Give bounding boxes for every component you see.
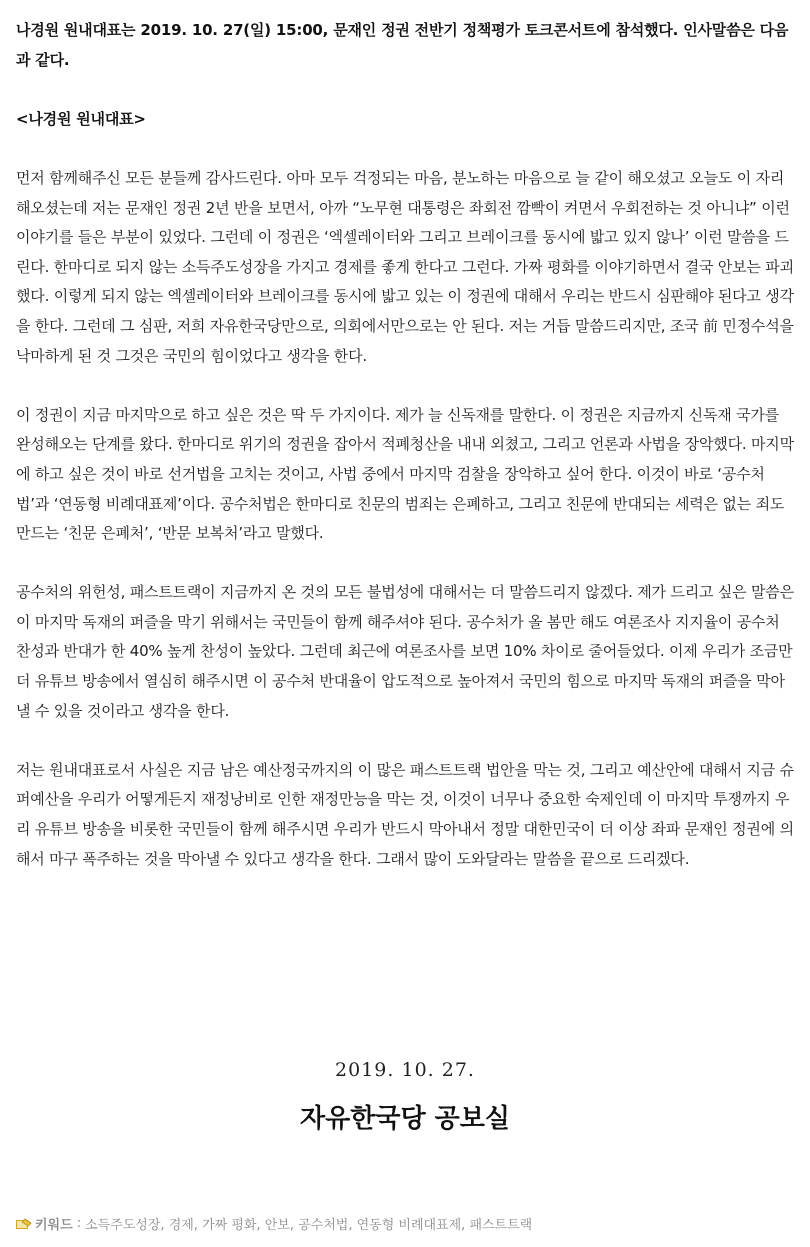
keywords-list: 소득주도성장, 경제, 가짜 평화, 안보, 공수처법, 연동형 비례대표제, 패스트트랙 [85, 1218, 533, 1233]
spacer [16, 726, 794, 756]
speech-paragraph-1: 먼저 함께해주신 모든 분들께 감사드린다. 아마 모두 걱정되는 마음, 분노하는 마음으로 늘 같이 해오셨고 오늘도 이 자리 해오셨는데 저는 문재인 정권 2년 반을 보면서, 아까 “노무현 대통령은 좌회전 깜빡이 켜면서 우회전하는 것 아니냐” 이런 이야기를 들은 부분이 있었다. 그런데 이 정권은 ‘엑셀레이터와 그리고 브레이크를 동시에 밟고 있지 않나’ 이런 말씀을 드린다. 한마디로 되지 않는 소득주도성장을 가지고 경제를 좋게 한다고 그런다. 가짜 평화를 이야기하면서 결국 안보는 파괴했다. 이렇게 되지 않는 엑셀레이터와 브레이크를 동시에 밟고 있는 이 정권에 대해서 우리는 반드시 심판해야 된다고 생각을 한다. 그런데 그 심판, 저희 자유한국당만으로, 의회에서만으로는 안 된다. 저는 거듭 말씀드리지만, 조국 前 민정수석을 낙마하게 된 것 그것은 국민의 힘이었다고 생각을 한다. [16, 168, 794, 365]
keywords-separator: : [76, 1216, 82, 1231]
speaker-heading: <나경원 원내대표> [16, 109, 146, 128]
keywords-label: 키워드 [35, 1218, 73, 1233]
speech-paragraph-3: 공수처의 위헌성, 패스트트랙이 지금까지 온 것의 모든 불법성에 대해서는 더 말씀드리지 않겠다. 제가 드리고 싶은 말씀은 이 마지막 독재의 퍼즐을 막기 위해서는 국민들이 함께 해주셔야 된다. 공수처가 올 봄만 해도 여론조사 지지율이 공수처 찬성과 반대가 한 40% 높게 찬성이 높았다. 그런데 최근에 여론조사를 보면 10% 차이로 줄어들었다. 이제 우리가 조금만 더 유튜브 방송에서 열심히 해주시면 이 공수처 반대율이 압도적으로 높아져서 국민의 힘으로 마지막 독재의 퍼즐을 막아낼 수 있을 것이라고 생각을 한다. [16, 583, 794, 720]
release-footer [0, 1053, 810, 1139]
spacer [16, 549, 794, 579]
release-date: 2019. 10. 27. [335, 1059, 475, 1081]
press-release-body [16, 16, 794, 874]
spacer [16, 371, 794, 401]
spacer [16, 134, 794, 164]
speech-paragraph-2: 이 정권이 지금 마지막으로 하고 싶은 것은 딱 두 가지이다. 제가 늘 신독재를 말한다. 이 정권은 지금까지 신독재 국가를 완성해오는 단계를 왔다. 한마디로 위기의 정권을 잡아서 적폐청산을 내내 외쳤고, 그리고 언론과 사법을 장악했다. 마지막에 하고 싶은 것이 바로 선거법을 고치는 것이고, 사법 중에서 마지막 검찰을 장악하고 싶어 한다. 이것이 바로 ‘공수처법’과 ‘연동형 비례대표제’이다. 공수처법은 한마디로 친문의 범죄는 은폐하고, 그리고 친문에 반대되는 세력은 없는 죄도 만드는 ‘친문 은폐처’, ‘반문 보복처’라고 말했다. [16, 405, 794, 543]
lead-paragraph: 나경원 원내대표는 2019. 10. 27(일) 15:00, 문재인 정권 전반기 정책평가 토크콘서트에 참석했다. 인사말씀은 다음과 같다. [16, 21, 789, 69]
spacer [16, 75, 794, 105]
pencil-icon [16, 1218, 32, 1230]
organization-name: 자유한국당 공보실 [300, 1104, 510, 1134]
speech-paragraph-4: 저는 원내대표로서 사실은 지금 남은 예산정국까지의 이 많은 패스트트랙 법안을 막는 것, 그리고 예산안에 대해서 지금 슈퍼예산을 우리가 어떻게든지 재정낭비로 인한 재정만능을 막는 것, 이것이 너무나 중요한 숙제인데 이 마지막 투쟁까지 우리 유튜브 방송을 비롯한 국민들이 함께 해주시면 우리가 반드시 막아내서 정말 대한민국이 더 이상 좌파 문재인 정권에 의해서 마구 폭주하는 것을 막아낼 수 있다고 생각을 한다. 그래서 많이 도와달라는 말씀을 끝으로 드리겠다. [16, 760, 794, 868]
keywords-bar [16, 1214, 532, 1233]
